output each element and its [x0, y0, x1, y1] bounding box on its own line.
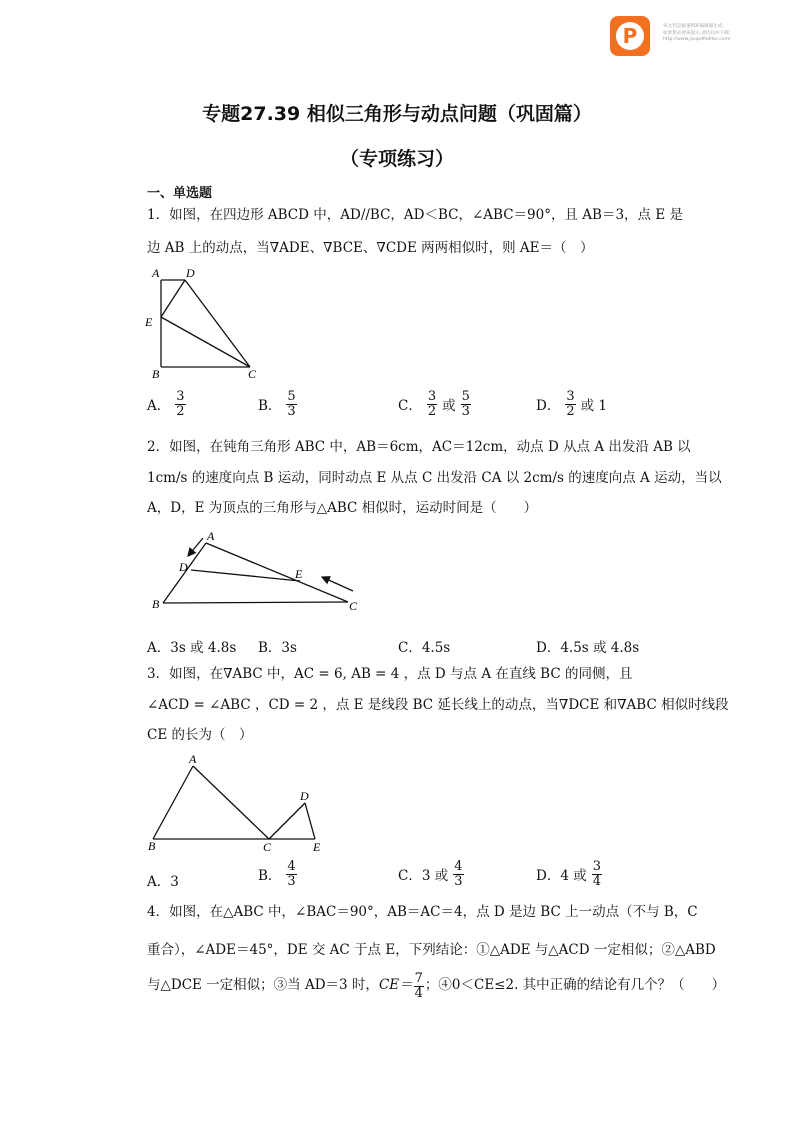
q3-label-b: B	[148, 839, 156, 853]
q1-segment-ec	[161, 317, 250, 367]
q1-option-b[interactable]: B． $\frac{5}{3}$	[258, 389, 296, 419]
q2-side-ac	[206, 543, 348, 602]
logo-p-icon	[610, 16, 650, 56]
q3-label-e: E	[313, 840, 321, 854]
q3-line-3: CE 的长为（ ）	[147, 727, 253, 743]
q3-side-ac	[193, 766, 269, 839]
q2-line-3: A，D，E 为顶点的三角形与△ABC 相似时，运动时间是（ ）	[147, 500, 538, 516]
q1-line-2: 边 AB 上的动点，当∇ADE、∇BCE、∇CDE 两两相似时，则 AE＝（ ）	[147, 240, 594, 256]
q2-label-e: E	[295, 567, 303, 581]
q2-arrow-d	[188, 538, 203, 556]
q2-option-c[interactable]: C．4.5s	[398, 640, 451, 656]
section-heading: 一、单选题	[147, 186, 213, 201]
q3-option-a[interactable]: A．3	[147, 874, 179, 890]
q2-option-d[interactable]: D．4.5s 或 4.8s	[536, 640, 640, 656]
q1-label-c: C	[248, 367, 257, 381]
q3-side-de	[305, 803, 315, 839]
q3-label-a: A	[189, 752, 197, 766]
q2-label-c: C	[349, 599, 358, 613]
q2-arrow-e	[322, 577, 353, 591]
q2-label-b: B	[152, 597, 160, 611]
svg-text:P: P	[622, 24, 638, 48]
q1-option-c[interactable]: C． $\frac{3}{2}$ 或 $\frac{5}{3}$	[398, 389, 470, 419]
q1-figure	[140, 262, 270, 382]
page-subtitle: （专项练习）	[339, 148, 454, 170]
q3-side-cd	[269, 803, 305, 839]
q3-line-1: 3．如图，在∇ABC 中，AC = 6, AB = 4 ，点 D 与点 A 在直线 BC 的同侧，且	[147, 666, 633, 682]
watermark-text: 该文档是极速PDF编辑器生成, 如果想去掉该提示,请访问并下载: http://www.jisupdfeditor.com/	[663, 24, 731, 43]
q2-line-1: 2．如图，在钝角三角形 ABC 中，AB＝6cm，AC＝12cm，动点 D 从点 A 出发沿 AB 以	[147, 439, 691, 455]
q2-figure	[148, 530, 368, 615]
q1-option-a[interactable]: A． $\frac{3}{2}$	[147, 389, 185, 419]
q1-label-b: B	[152, 367, 160, 381]
q1-side-dc	[185, 280, 250, 367]
q2-label-a: A	[207, 530, 215, 543]
q1-label-a: A	[152, 266, 160, 280]
q1-label-e: E	[145, 315, 153, 329]
q2-option-b[interactable]: B．3s	[258, 640, 297, 656]
q3-option-c[interactable]: C．3 或 $\frac{4}{3}$	[398, 859, 463, 889]
q2-label-d: D	[179, 560, 188, 574]
q2-side-bc	[163, 602, 348, 603]
q2-option-a[interactable]: A．3s 或 4.8s	[147, 640, 237, 656]
page-title: 专题27.39 相似三角形与动点问题（巩固篇）	[202, 103, 592, 125]
q1-option-d[interactable]: D． $\frac{3}{2}$ 或 1	[536, 389, 607, 419]
q3-label-d: D	[300, 789, 309, 803]
q1-label-d: D	[186, 266, 195, 280]
q3-option-d[interactable]: D．4 或 $\frac{3}{4}$	[536, 859, 601, 889]
q2-line-2: 1cm/s 的速度向点 B 运动，同时动点 E 从点 C 出发沿 CA 以 2cm/s 的速度向点 A 运动，当以	[147, 470, 722, 486]
q3-figure	[143, 750, 333, 855]
q3-line-2: ∠ACD = ∠ABC ，CD = 2 ，点 E 是线段 BC 延长线上的动点，当∇DCE 和∇ABC 相似时线段	[147, 697, 729, 713]
q1-line-1: 1．如图，在四边形 ABCD 中，AD//BC，AD＜BC，∠ABC＝90°，且 AB＝3，点 E 是	[147, 207, 683, 223]
q4-line-1: 4．如图，在△ABC 中，∠BAC＝90°，AB＝AC＝4，点 D 是边 BC 上一动点（不与 B，C	[147, 904, 698, 920]
q3-label-c: C	[263, 840, 272, 854]
pdf-editor-logo	[610, 16, 650, 56]
q1-segment-ed	[161, 280, 185, 317]
q4-line-3: 与△DCE 一定相似；③当 AD＝3 时， CE＝ $\frac{7}{4}$ ；④0＜CE≤2. 其中正确的结论有几个？（ ）	[147, 971, 726, 1001]
q3-side-ab	[153, 766, 193, 839]
q4-line-2: 重合），∠ADE＝45°，DE 交 AC 于点 E，下列结论：①△ADE 与△ACD 一定相似；②△ABD	[147, 942, 716, 958]
q3-option-b[interactable]: B． $\frac{4}{3}$	[258, 859, 296, 889]
